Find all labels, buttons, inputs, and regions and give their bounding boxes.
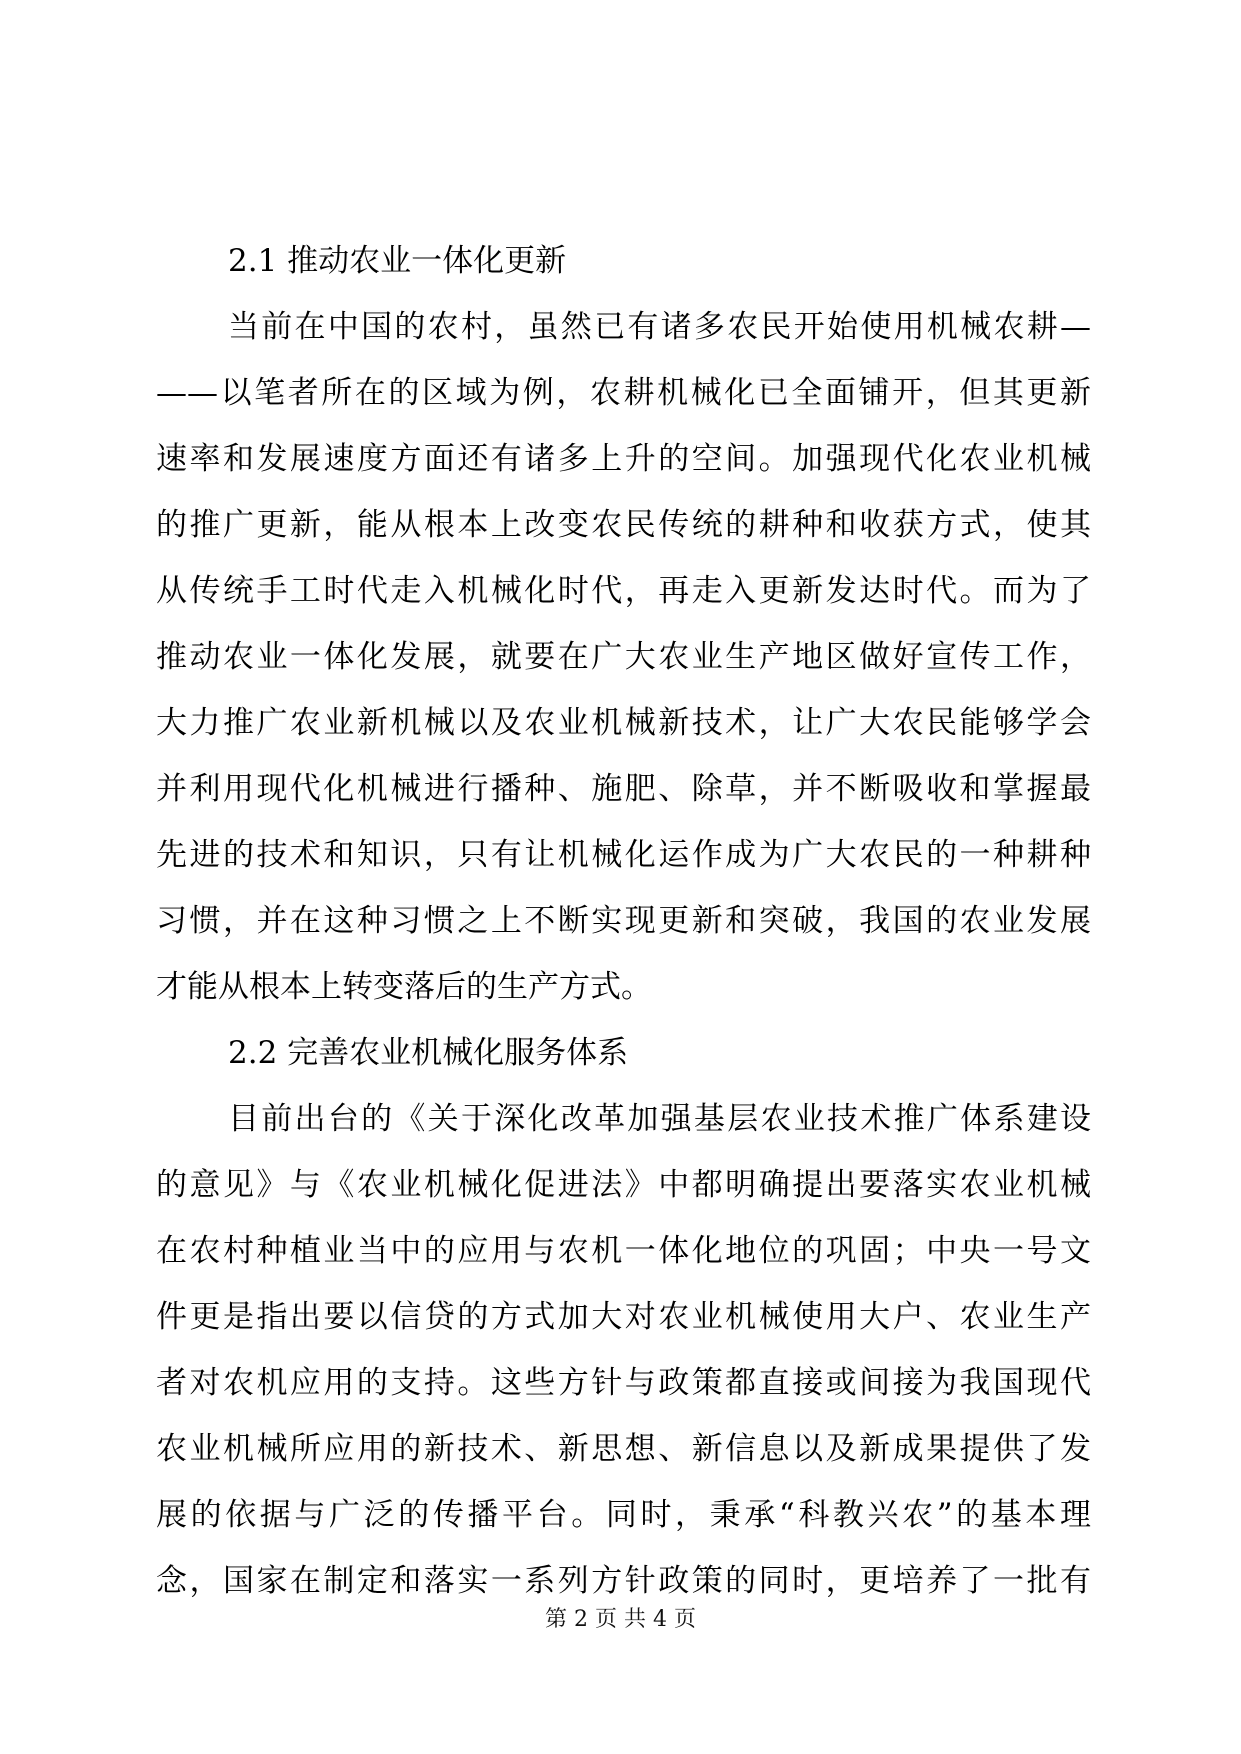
- paragraph-line: 从传统手工时代走入机械化时代，再走入更新发达时代。而为了: [156, 573, 1091, 609]
- paragraph-line: 习惯，并在这种习惯之上不断实现更新和突破，我国的农业发展: [156, 903, 1091, 939]
- paragraph-line: 的推广更新，能从根本上改变农民传统的耕种和收获方式，使其: [156, 507, 1091, 543]
- paragraph-line: 者对农机应用的支持。这些方针与政策都直接或间接为我国现代: [156, 1365, 1091, 1401]
- paragraph-line: 展的依据与广泛的传播平台。同时，秉承“科教兴农”的基本理: [156, 1497, 1091, 1533]
- paragraph-line: 推动农业一体化发展，就要在广大农业生产地区做好宣传工作，: [156, 639, 1091, 675]
- paragraph-line: 念，国家在制定和落实一系列方针政策的同时，更培养了一批有: [156, 1563, 1091, 1599]
- paragraph-line: 才能从根本上转变落后的生产方式。: [156, 969, 652, 1005]
- document-body: [156, 228, 1091, 1614]
- paragraph-line: 先进的技术和知识，只有让机械化运作成为广大农民的一种耕种: [156, 837, 1091, 873]
- paragraph-line: 的意见》与《农业机械化促进法》中都明确提出要落实农业机械: [156, 1167, 1091, 1203]
- paragraph-line: 农业机械所应用的新技术、新思想、新信息以及新成果提供了发: [156, 1431, 1091, 1467]
- paragraph-line: ——以笔者所在的区域为例，农耕机械化已全面铺开，但其更新: [156, 375, 1091, 411]
- paragraph-line: 在农村种植业当中的应用与农机一体化地位的巩固；中央一号文: [156, 1233, 1091, 1269]
- paragraph-line: 速率和发展速度方面还有诸多上升的空间。加强现代化农业机械: [156, 441, 1091, 477]
- paragraph-line: 件更是指出要以信贷的方式加大对农业机械使用大户、农业生产: [156, 1299, 1091, 1335]
- page-number-footer: 第 2 页 共 4 页: [545, 1607, 696, 1632]
- section-heading-2-2: 2.2 完善农业机械化服务体系: [228, 1035, 629, 1071]
- section-heading-2-1: 2.1 推动农业一体化更新: [228, 243, 567, 279]
- paragraph-2-2: [156, 1086, 1091, 1614]
- paragraph-line: 当前在中国的农村，虽然已有诸多农民开始使用机械农耕—: [228, 309, 1091, 345]
- paragraph-line: 并利用现代化机械进行播种、施肥、除草，并不断吸收和掌握最: [156, 771, 1091, 807]
- paragraph-2-1: [156, 294, 1091, 1020]
- paragraph-line: 目前出台的《关于深化改革加强基层农业技术推广体系建设: [228, 1101, 1091, 1137]
- paragraph-line: 大力推广农业新机械以及农业机械新技术，让广大农民能够学会: [156, 705, 1091, 741]
